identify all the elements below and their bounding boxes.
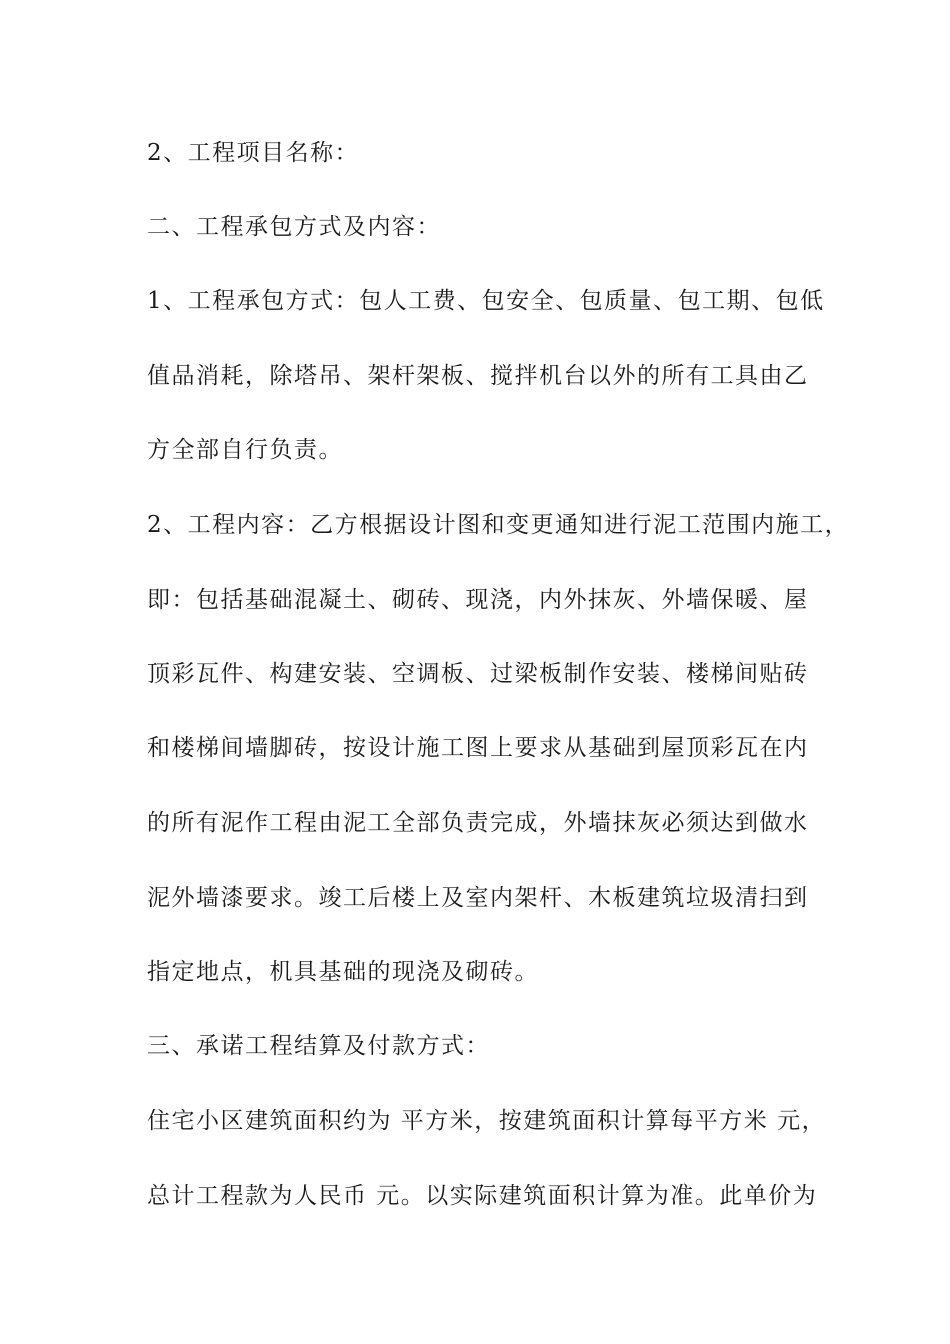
paragraph-line: 值品消耗，除塔吊、架杆架板、搅拌机台以外的所有工具由乙: [147, 363, 809, 389]
paragraph-line: 住宅小区建筑面积约为 平方米，按建筑面积计算每平方米 元，: [147, 1108, 827, 1134]
paragraph-line: 泥外墙漆要求。竣工后楼上及室内架杆、木板建筑垃圾清扫到: [147, 885, 809, 911]
paragraph-line: 和楼梯间墙脚砖，按设计施工图上要求从基础到屋顶彩瓦在内: [147, 735, 809, 761]
paragraph-line: 总计工程款为人民币 元。以实际建筑面积计算为准。此单价为: [147, 1183, 818, 1209]
item-project-name: 2、工程项目名称：: [147, 140, 360, 166]
paragraph-line: 指定地点，机具基础的现浇及砌砖。: [147, 959, 539, 985]
paragraph-line: 的所有泥作工程由泥工全部负责完成，外墙抹灰必须达到做水: [147, 810, 809, 836]
paragraph-line: 方全部自行负责。: [147, 437, 343, 463]
paragraph-line: 顶彩瓦件、构建安装、空调板、过梁板制作安装、楼梯间贴砖: [147, 661, 809, 687]
paragraph-line: 2、工程内容：乙方根据设计图和变更通知进行泥工范围内施工，: [147, 512, 850, 538]
section-heading-contract-method: 二、工程承包方式及内容：: [147, 214, 441, 240]
paragraph-line: 即：包括基础混凝土、砌砖、现浇，内外抹灰、外墙保暖、屋: [147, 587, 809, 613]
paragraph-line: 1、工程承包方式：包人工费、包安全、包质量、包工期、包低: [147, 288, 825, 314]
section-heading-settlement: 三、承诺工程结算及付款方式：: [147, 1033, 490, 1059]
